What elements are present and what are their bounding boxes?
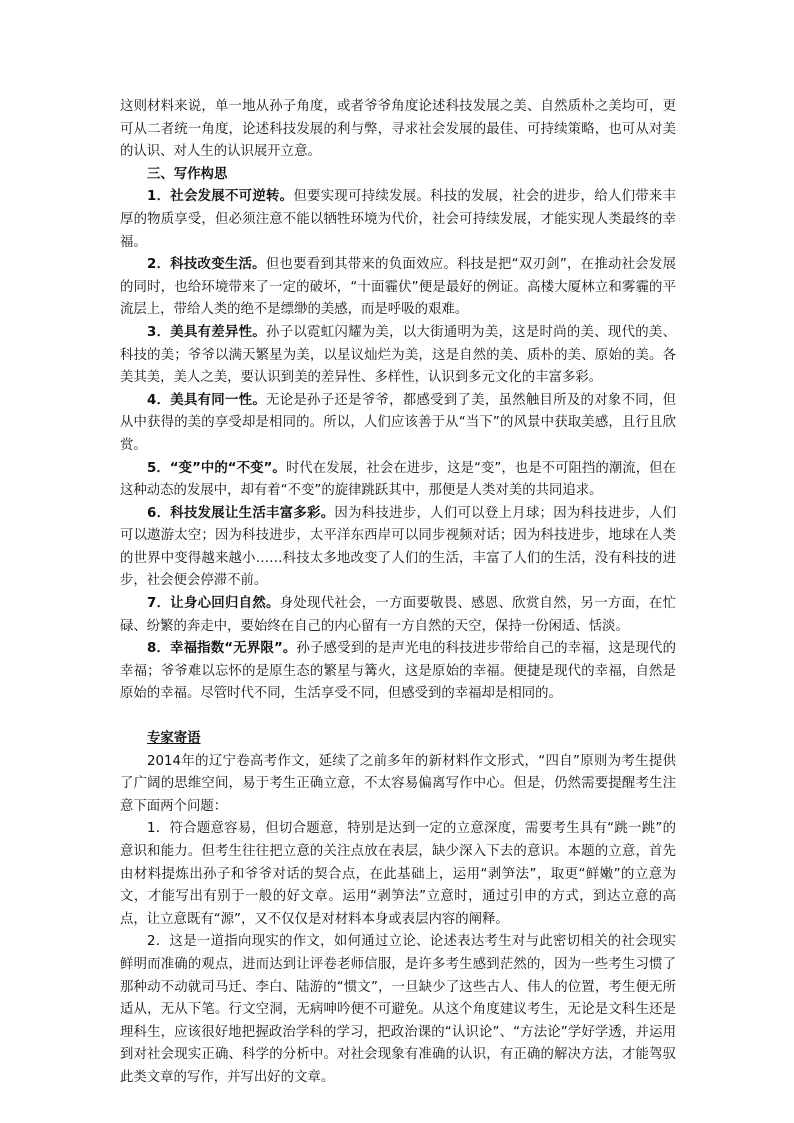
point-title: 7．让身心回归自然。 — [147, 596, 280, 612]
point-body: 身处现代社会，一方面要敬畏、感恩、欣赏自然，另一方面，在忙碌、纷繁的奔走中，要始终在自己的内心留有一方自然的天空，保持一份闲适、恬淡。 — [120, 596, 676, 634]
point-body: 但要实现可持续发展。科技的发展，社会的进步，给人们带来丰厚的物质享受，但必须注意不能以牺牲环境为代价，社会可持续发展，才能实现人类最终的幸福。 — [120, 189, 676, 250]
document-body — [120, 96, 676, 1090]
point-1 — [120, 186, 676, 254]
point-title: 2．科技改变生活。 — [147, 257, 266, 273]
point-6 — [120, 503, 676, 593]
point-body: 因为科技进步，人们可以登上月球；因为科技进步，人们可以遨游太空；因为科技进步，太平洋东西岸可以同步视频对话；因为科技进步，地球在人类的世界中变得越来越小……科技太多地改变了人们的生活，丰富了人们的生活，没有科技的进步，社会便会停滞不前。 — [120, 505, 676, 589]
expert-intro: 2014年的辽宁卷高考作文，延续了之前多年的新材料作文形式，“四自”原则为考生提供了广阔的思维空间，易于考生正确立意，不太容易偏离写作中心。但是，仍然需要提醒考生注意下面两个问题： — [120, 753, 676, 814]
section-heading: 三、写作构思 — [147, 166, 228, 182]
point-body: 时代在发展，社会在进步，这是“变”，也是不可阻挡的潮流，但在这种动态的发展中，却有着“不变”的旋律跳跃其中，那便是人类对美的共同追求。 — [120, 460, 676, 499]
point-body: 无论是孙子还是爷爷，都感受到了美，虽然触目所及的对象不同，但从中获得的美的享受却是相同的。所以，人们应该善于从“当下”的风景中获取美感，且行且欣赏。 — [120, 392, 676, 453]
expert-paragraph-2: 2．这是一道指向现实的作文，如何通过立论、论述表达考生对与此密切相关的社会现实鲜明而准确的观点，进而达到让评卷老师信服，是许多考生感到茫然的，因为一些考生习惯了那种动不动就司马迁、李白、陆游的“惯文”，一旦缺少了这些古人、伟人的位置，考生便无所适从，无从下笔。行文空洞，无病呻吟便不可避免。从这个角度建议考生，无论是文科生还是理科生，应该很好地把握政治学科的学习，把政治课的“认识论”、“方法论”学好学透，并运用到对社会现实正确、科学的分析中。对社会现象有准确的认识，有正确的解决方法，才能驾驭此类文章的写作，并写出好的文章。 — [120, 934, 676, 1085]
point-3 — [120, 322, 676, 390]
point-title: 8．幸福指数“无界限”。 — [147, 641, 297, 657]
point-4 — [120, 390, 676, 458]
intro-paragraph: 这则材料来说，单一地从孙子角度，或者爷爷角度论述科技发展之美、自然质朴之美均可，更可从二者统一角度，论述科技发展的利与弊，寻求社会发展的最佳、可持续策略，也可从对美的认识、对人生的认识展开立意。 — [120, 99, 676, 160]
point-body: 孙子感受到的是声光电的科技进步带给自己的幸福，这是现代的幸福；爷爷难以忘怀的是原生态的繁星与篝火，这是原始的幸福。便捷是现代的幸福，自然是原始的幸福。尽管时代不同，生活享受不同，但感受到的幸福却是相同的。 — [120, 641, 677, 702]
expert-section-title: 专家寄语 — [147, 731, 201, 747]
point-title: 1．社会发展不可逆转。 — [147, 189, 294, 205]
point-title: 6．科技发展让生活丰富多彩。 — [147, 505, 335, 521]
point-title: 5．“变”中的“不变”。 — [147, 460, 286, 476]
point-8 — [120, 638, 676, 706]
point-title: 4．美具有同一性。 — [147, 392, 267, 408]
point-body: 但也要看到其带来的负面效应。科技是把“双刃剑”，在推动社会发展的同时，也给环境带来了一定的破坏，“十面霾伏”便是最好的例证。高楼大厦林立和雾霾的平流层上，带给人类的绝不是缥缈的美感，而是呼吸的艰难。 — [120, 257, 677, 318]
section-spacer — [120, 706, 676, 728]
point-body: 孙子以霓虹闪耀为美，以大街通明为美，这是时尚的美、现代的美、科技的美；爷爷以满天繁星为美，以星议灿烂为美，这是自然的美、质朴的美、原始的美。各美其美，美人之美，要认识到美的差异性、多样性，认识到多元文化的丰富多彩。 — [120, 324, 676, 386]
point-title: 3．美具有差异性。 — [147, 324, 267, 340]
point-5 — [120, 458, 676, 503]
expert-paragraph-1: 1．符合题意容易，但切合题意，特别是达到一定的立意深度，需要考生具有“跳一跳”的意识和能力。但考生往往把立意的关注点放在表层，缺少深入下去的意识。本题的立意，首先由材料提炼出孙子和爷爷对话的契合点，在此基础上，运用“剥笋法”，取更“鲜嫩”的立意为文，才能写出有别于一般的好文章。运用“剥笋法”立意时，通过引申的方式，到达立意的高点，让立意既有“源”，又不仅仅是对材料本身或表层内容的阐释。 — [120, 821, 676, 927]
point-7 — [120, 593, 676, 638]
point-2 — [120, 254, 676, 322]
